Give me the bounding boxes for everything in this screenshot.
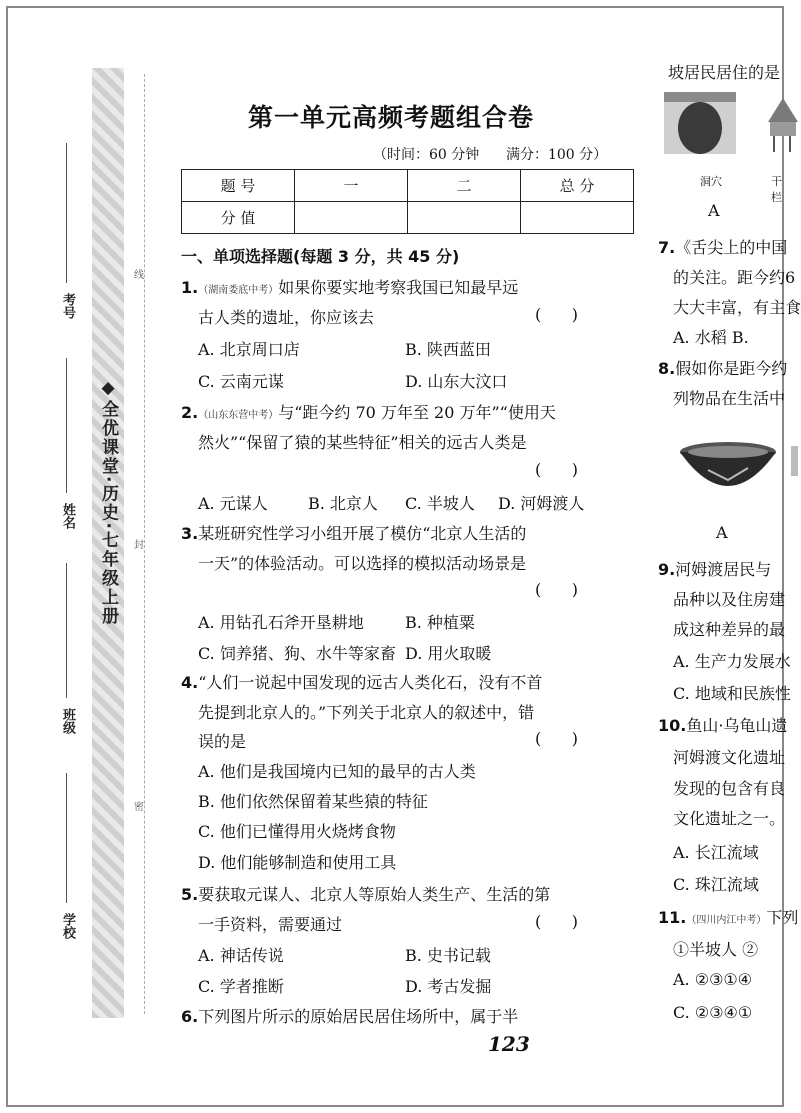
q9-option-a[interactable]: A. 生产力发展水 (673, 652, 791, 671)
score-row-label: 分 值 (182, 202, 295, 234)
q3-option-a[interactable]: A. 用钻孔石斧开垦耕地 (198, 613, 364, 632)
q8-text-1: 假如你是距今约 (675, 359, 788, 378)
q3-answer-blank[interactable]: ( ) (535, 580, 578, 599)
q4-option-d[interactable]: D. 他们能够制造和使用工具 (198, 853, 397, 872)
field-exam-number-label: 考号 (60, 293, 75, 319)
class-line[interactable] (66, 563, 67, 698)
q1-option-a[interactable]: A. 北京周口店 (198, 340, 300, 359)
score-cell-total[interactable] (521, 202, 634, 234)
right-q6-continued: 坡居民居住的是 (668, 63, 781, 82)
q9-option-c[interactable]: C. 地域和民族性 (673, 684, 791, 703)
q10-option-c[interactable]: C. 珠江流域 (673, 875, 759, 894)
right-q9-line1 (658, 557, 771, 580)
q9-text-3: 成这种差异的最 (673, 620, 786, 639)
q11-text-1: 下列 (766, 908, 799, 927)
right-q7-line1 (658, 235, 787, 258)
cut-word-secret: 密 (134, 798, 144, 813)
q4-option-b[interactable]: B. 他们依然保留着某些猿的特征 (198, 792, 428, 811)
question-4 (181, 670, 542, 693)
q1-text-1: 如果你要实地考察我国已知最早远 (278, 278, 519, 297)
question-1 (181, 275, 518, 298)
q4-option-a[interactable]: A. 他们是我国境内已知的最早的古人类 (198, 762, 476, 781)
q3-option-b[interactable]: B. 种植粟 (405, 613, 475, 632)
q7-text-1: 《舌尖上的中国 (675, 238, 788, 257)
q5-number: 5. (181, 885, 199, 904)
score-cell-two[interactable] (408, 202, 521, 234)
q1-option-c[interactable]: C. 云南元谋 (198, 372, 284, 391)
school-line[interactable] (66, 773, 67, 903)
score-header-one: 一 (295, 170, 408, 202)
q10-text-2: 河姆渡文化遗址 (673, 748, 786, 767)
q1-answer-blank[interactable]: ( ) (535, 305, 578, 324)
cut-word-seal: 封 (134, 536, 144, 551)
question-3 (181, 521, 526, 544)
q5-text-1: 要获取元谋人、北京人等原始人类生产、生活的第 (198, 885, 551, 904)
right-q11-line1 (658, 905, 798, 928)
q1-option-d[interactable]: D. 山东大汶口 (405, 372, 508, 391)
stilt-house-image (768, 92, 798, 154)
q4-answer-blank[interactable]: ( ) (535, 729, 578, 748)
q2-option-d[interactable]: D. 河姆渡人 (498, 494, 585, 513)
pottery-bowl-image (678, 440, 778, 502)
q10-text-3: 发现的包含有良 (673, 779, 786, 798)
q3-option-d[interactable]: D. 用火取暖 (405, 644, 492, 663)
question-2 (181, 400, 556, 423)
q2-text-2: 然火”“保留了猿的某些特征”相关的远古人类是 (198, 433, 527, 452)
cropped-image-edge (791, 446, 798, 476)
q2-option-b[interactable]: B. 北京人 (308, 494, 378, 513)
question-6 (181, 1004, 518, 1027)
cut-line (144, 74, 145, 1014)
q2-source: （山东东营中考） (198, 410, 279, 421)
question-5 (181, 882, 550, 905)
q5-text-2: 一手资料，需要通过 (198, 915, 343, 934)
right-q8-line1 (658, 356, 787, 379)
q6-text-1: 下列图片所示的原始居民居住场所中，属于半 (198, 1007, 519, 1026)
q10-option-a[interactable]: A. 长江流域 (673, 843, 759, 862)
q1-text-2: 古人类的遗址，你应该去 (198, 308, 375, 327)
q3-text-2: 一天”的体验活动。可以选择的模拟活动场景是 (198, 554, 527, 573)
brand-label: ◆全优课堂·历史·七年级上册 (98, 378, 118, 626)
q5-option-a[interactable]: A. 神话传说 (198, 946, 284, 965)
q2-answer-blank[interactable]: ( ) (535, 460, 578, 479)
q5-answer-blank[interactable]: ( ) (535, 912, 578, 931)
q8-number: 8. (658, 359, 676, 378)
q7-text-3: 大大丰富，有主食 (673, 298, 801, 317)
q3-text-1: 某班研究性学习小组开展了模仿“北京人生活的 (198, 524, 527, 543)
right-q6-label-a[interactable]: A (708, 201, 720, 220)
q10-number: 10. (658, 716, 687, 735)
q5-option-b[interactable]: B. 史书记载 (405, 946, 491, 965)
cave-image (664, 92, 736, 154)
q4-text-3: 误的是 (198, 732, 247, 751)
page-frame (6, 6, 801, 1107)
page-title: 第一单元高频考题组合卷 (248, 103, 535, 132)
q2-option-a[interactable]: A. 元谋人 (198, 494, 268, 513)
q1-option-b[interactable]: B. 陕西蓝田 (405, 340, 491, 359)
field-name-label: 姓名 (60, 503, 75, 529)
q11-number: 11. (658, 908, 687, 927)
q5-option-d[interactable]: D. 考古发掘 (405, 977, 492, 996)
q9-text-1: 河姆渡居民与 (675, 560, 772, 579)
q8-text-2: 列物品在生活中 (673, 389, 786, 408)
q3-option-c[interactable]: C. 饲养猪、狗、水牛等家畜 (198, 644, 396, 663)
q2-number: 2. (181, 403, 199, 422)
q1-number: 1. (181, 278, 199, 297)
right-q10-line1 (658, 713, 787, 736)
score-header-total: 总 分 (521, 170, 634, 202)
q4-text-2: 先提到北京人的。”下列关于北京人的叙述中，错 (198, 703, 535, 722)
score-cell-one[interactable] (295, 202, 408, 234)
q9-text-2: 品种以及住房建 (673, 590, 786, 609)
q1-source: （湖南娄底中考） (198, 285, 279, 296)
section-heading: 一、单项选择题(每题 3 分，共 45 分) (181, 247, 460, 266)
q3-number: 3. (181, 524, 199, 543)
time-info: （时间：60 分钟 满分：100 分） (373, 147, 608, 163)
exam-number-line[interactable] (66, 143, 67, 283)
q4-number: 4. (181, 673, 199, 692)
score-table (181, 169, 634, 234)
caption-cave: 洞穴 (700, 175, 722, 188)
cut-word-line: 线 (134, 266, 144, 281)
q6-number: 6. (181, 1007, 199, 1026)
score-header-qnum: 题 号 (182, 170, 295, 202)
q11-option-c[interactable]: C. ②③④① (673, 1003, 753, 1022)
score-header-two: 二 (408, 170, 521, 202)
q10-text-4: 文化遗址之一。 (673, 809, 786, 828)
name-line[interactable] (66, 358, 67, 493)
q10-text-1: 鱼山·乌龟山遗 (686, 716, 788, 735)
q7-options[interactable]: A. 水稻 B. (673, 328, 749, 347)
page-number: 123 (488, 1032, 530, 1056)
q7-text-2: 的关注。距今约6 (673, 268, 796, 287)
field-class-label: 班级 (60, 708, 75, 734)
q2-option-c[interactable]: C. 半坡人 (405, 494, 475, 513)
q11-option-a[interactable]: A. ②③①④ (673, 970, 753, 989)
caption-stilt-house: 干栏 (771, 175, 782, 204)
q7-number: 7. (658, 238, 676, 257)
q9-number: 9. (658, 560, 676, 579)
field-school-label: 学校 (60, 913, 75, 939)
q11-text-2: ①半坡人 ② (673, 940, 759, 959)
q2-text-1: 与“距今约 70 万年至 20 万年”“使用天 (278, 403, 556, 422)
right-q8-label-a[interactable]: A (716, 523, 728, 542)
q4-text-1: “人们一说起中国发现的远古人类化石，没有不首 (198, 673, 543, 692)
q4-option-c[interactable]: C. 他们已懂得用火烧烤食物 (198, 822, 396, 841)
q11-source: （四川内江中考） (686, 915, 767, 926)
q5-option-c[interactable]: C. 学者推断 (198, 977, 284, 996)
